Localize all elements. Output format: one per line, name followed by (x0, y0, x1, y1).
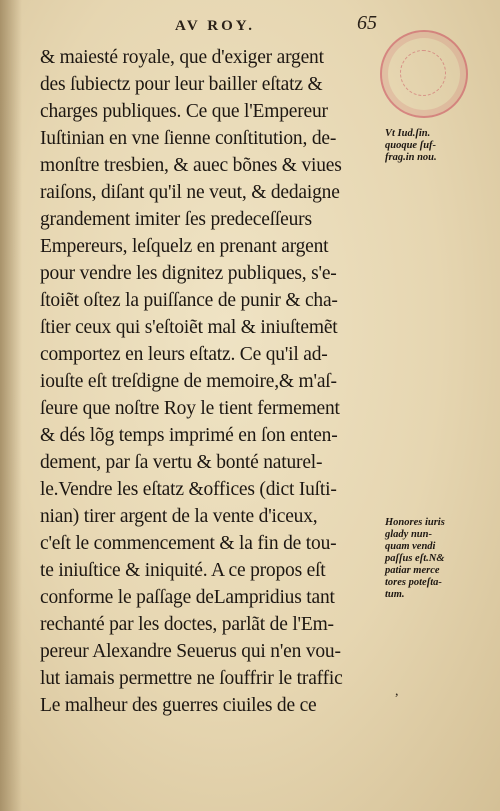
text-line: ſtier ceux qui s'eſtoiẽt mal & iniuſtemẽt (40, 317, 338, 338)
text-line: dement, par ſa vertu & bonté naturel- (40, 452, 323, 473)
text-line: monſtre tresbien, & auec bõnes & viues (40, 155, 342, 176)
text-line: c'eſt le commencement & la fin de tou- (40, 533, 337, 554)
text-line: Iuſtinian en vne ſienne conſtitution, de- (40, 128, 337, 149)
text-line: le.Vendre les eſtatz &offices (dict Iuſti- (40, 479, 337, 500)
text-line: des ſubiectz pour leur bailler eſtatz & (40, 74, 323, 95)
margin-note-justinian (385, 128, 495, 164)
text-line: rechanté par les doctes, parlãt de l'Em- (40, 614, 334, 635)
margin-note-honores (385, 517, 495, 601)
text-line: comportez en leurs eſtatz. Ce qu'il ad- (40, 344, 328, 365)
text-line: pereur Alexandre Seuerus qui n'en vou- (40, 641, 341, 662)
text-line: ſeure que noſtre Roy le tient fermement (40, 398, 340, 419)
page-number: 65 (357, 12, 377, 34)
margin-note-line: paſſus eſt.N& (385, 553, 445, 564)
catchword-mark: , (395, 684, 399, 699)
text-line: grandement imiter ſes predeceſſeurs (40, 209, 312, 230)
text-line: conforme le paſſage deLampridius tant (40, 587, 335, 608)
text-line: Empereurs, leſquelz en prenant argent (40, 236, 329, 257)
margin-note-line: tum. (385, 589, 405, 600)
text-line: raiſons, diſant qu'il ne veut, & dedaigne (40, 182, 340, 203)
text-line: pour vendre les dignitez publiques, s'e- (40, 263, 337, 284)
margin-note-line: quoque ſuf- (385, 140, 437, 151)
text-line: lut iamais permettre ne ſouffrir le traffic (40, 668, 343, 689)
margin-note-line: patiar merce (385, 565, 440, 576)
text-line: te iniuſtice & iniquité. A ce propos eſt (40, 560, 326, 581)
margin-note-line: frag.in nou. (385, 152, 437, 163)
text-line: iouſte eſt treſdigne de memoire,& m'aſ- (40, 371, 337, 392)
margin-note-line: Vt Iud.ſin. (385, 128, 431, 139)
text-line: & dés lõg temps imprimé en ſon enten- (40, 425, 338, 446)
margin-note-line: glady nun- (385, 529, 432, 540)
text-line: & maiesté royale, que d'exiger argent (40, 47, 324, 68)
margin-note-line: Honores iuris (385, 517, 445, 528)
text-line: Le malheur des guerres ciuiles de ce (40, 695, 317, 716)
text-line: nian) tirer argent de la vente d'iceux, (40, 506, 318, 527)
margin-note-line: tores poteſta- (385, 577, 442, 588)
text-line: charges publiques. Ce que l'Empereur (40, 101, 328, 122)
margin-note-line: quam vendi (385, 541, 436, 552)
body-text (40, 44, 400, 719)
page-gutter-shadow (0, 0, 22, 811)
text-line: ſtoiẽt oſtez la puiſſance de punir & cha- (40, 290, 338, 311)
running-head: AV ROY. (175, 18, 255, 34)
